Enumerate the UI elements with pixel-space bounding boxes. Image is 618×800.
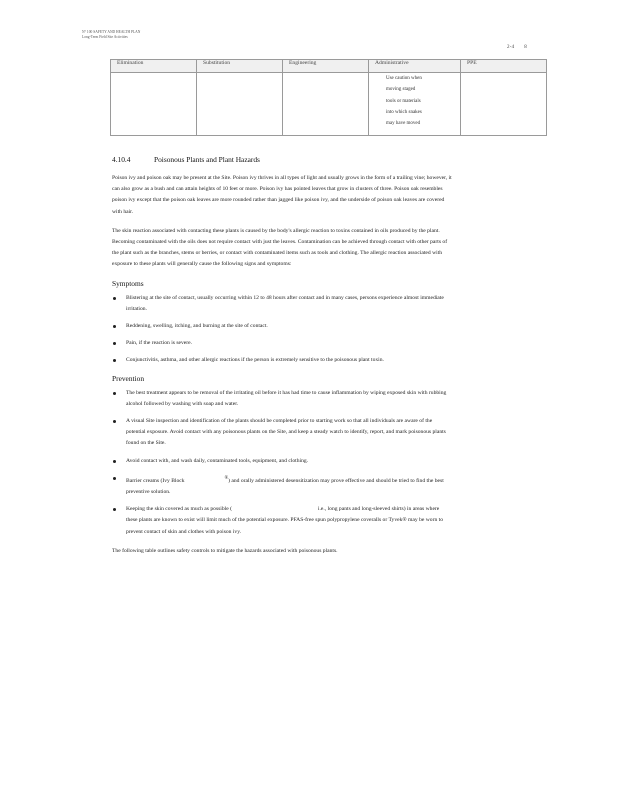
closing-paragraph: The following table outlines safety controls to mitigate the hazards associated with poisonous plants. [112, 547, 338, 554]
section-title: Poisonous Plants and Plant Hazards [154, 155, 260, 164]
list-item: Reddening, swelling, itching, and burning at the site of contact. [112, 321, 452, 332]
page-number-block [507, 45, 527, 50]
admin-line: tools or materials [386, 98, 421, 104]
intro-paragraph: Poison ivy and poison oak may be present at the Site. Poison ivy thrives in all types of light and usually grows in the form of a trailing vine; however, it can also grow as a bush and can attain heights of 10 feet or more. Poison ivy has pointed leaves that grow in clusters of three. Poison oak resembles poison ivy except that the poison oak leaves are more rounded rather than jagged like poison ivy, and the underside of poison oak leaves are covered with hair. [112, 175, 452, 215]
admin-line: into which snakes [386, 109, 422, 115]
section-content [112, 155, 452, 557]
header-engineering: Engineering [283, 60, 369, 73]
table-header-row [111, 60, 547, 73]
admin-line: Use caution when [386, 76, 422, 81]
barrier-text-end: ) and orally administered desensitization may prove effective and should be tried to find the best preventive solution. [126, 477, 444, 495]
symptoms-heading: Symptoms [112, 278, 144, 288]
hazard-controls-table [110, 59, 547, 136]
covering-ie: i.e. [317, 506, 325, 513]
reaction-paragraph: The skin reaction associated with contacting these plants is caused by the body's allergic reaction to toxins contained in oils produced by the plant. Becoming contaminated with the oils does not require contact with just the leaves. Contamination can be achieved through contact with other parts of the plant such as the branches, stems or berries, or contact with contaminated items such as tools and clothing. The allergic reaction associated with exposure to these plants will generally cause the following signs and symptoms: [112, 227, 448, 268]
registered-mark: ® [224, 475, 229, 481]
document-header [82, 30, 140, 40]
covering-text-end: , long pants and long-sleeved shirts) in areas where these plants are known to exist will limit much of the potential exposure. PFAS-free spun polypropylene coveralls or Tyvek® may be worn to prevent contact of skin and clothes with poison ivy. [126, 506, 443, 535]
admin-line: moving staged [386, 87, 416, 93]
list-item: Pain, if the reaction is severe. [112, 338, 452, 349]
list-item: Blistering at the site of contact, usually occurring within 12 to 48 hours after contact and in many cases, persons experience almost immediate irritation. [112, 293, 452, 315]
admin-line: may have moved [386, 121, 421, 127]
cell-substitution [197, 73, 283, 136]
prevention-heading: Prevention [112, 373, 145, 383]
header-substitution: Substitution [197, 60, 283, 73]
symptoms-list [112, 293, 452, 367]
section-page-number: 2-4 [507, 45, 515, 50]
cell-engineering [283, 73, 369, 136]
header-line-1: N° 100 SAFETY AND HEALTH PLAN [82, 30, 141, 34]
cell-administrative [369, 73, 461, 136]
header-elimination: Elimination [111, 60, 197, 73]
page-number: 8 [524, 45, 527, 50]
covering-text-start: Keeping the skin covered as much as possible ( [126, 506, 232, 513]
prevention-list [112, 388, 452, 538]
header-line-2: Long-Term Field Site Activities [82, 35, 128, 39]
header-administrative: Administrative [369, 60, 461, 73]
section-number: 4.10.4 [112, 155, 131, 164]
cell-ppe [461, 73, 547, 136]
list-item: Conjunctivitis, asthma, and other allergic reactions if the person is extremely sensitive to the poisonous plant toxin. [112, 355, 452, 366]
list-item [112, 504, 452, 538]
list-item [112, 473, 452, 498]
table-row [111, 73, 547, 136]
list-item: A visual Site inspection and identification of the plants should be completed prior to starting work so that all individuals are aware of the potential exposure. Avoid contact with any poisonous plants on the Site, and keep a steady watch to identify, report, and mark poisonous plants found on the Site. [112, 416, 452, 450]
section-heading [112, 155, 452, 164]
list-item: The best treatment appears to be removal of the irritating oil before it has had time to cause inflammation by wiping exposed skin with rubbing alcohol followed by washing with soap and water. [112, 388, 452, 410]
header-ppe: PPE [461, 60, 547, 73]
barrier-text-start: Barrier creams (Ivy Block [126, 477, 185, 484]
cell-elimination [111, 73, 197, 136]
list-item: Avoid contact with, and wash daily, contaminated tools, equipment, and clothing. [112, 456, 452, 467]
